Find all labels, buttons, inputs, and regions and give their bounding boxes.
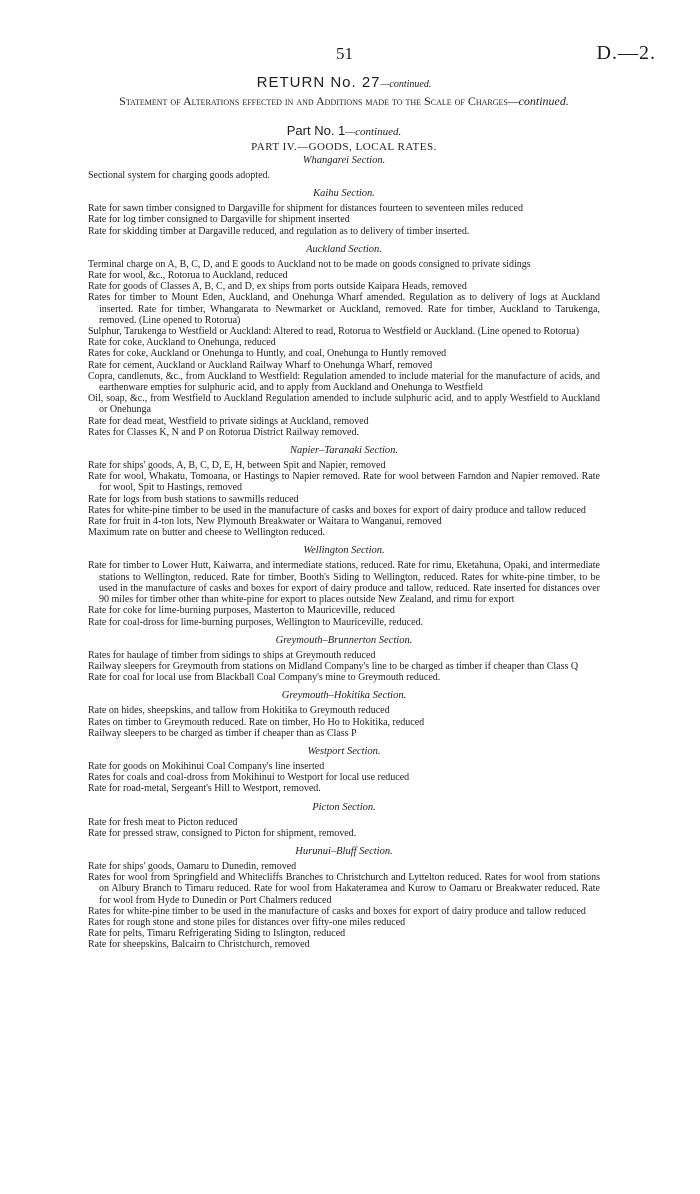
section — [88, 690, 600, 739]
section — [88, 188, 600, 237]
section — [88, 545, 600, 627]
section-title: Greymouth–Brunnerton Section. — [275, 634, 413, 646]
entry: Rate for coal-dross for lime-burning purposes, Wellington to Mauriceville, reduced. — [88, 616, 424, 628]
sections-container — [88, 155, 600, 951]
entry: Rate for wool, &c., Rotorua to Auckland, reduced — [88, 270, 288, 282]
entry: Rate for sheepskins, Balcairn to Christchurch, removed — [88, 939, 310, 951]
entry: Rates for wool from Springfield and Whitecliffs Branches to Christchurch and Lyttelton reduced. Rates for wool from stations on Albury Branch to Timaru reduced. Rate for wool from Hakateramea and Kurow to Oamaru or Breakwater reduced. Rate for wool from Hyde to Dunedin or Port Chalmers reduced — [88, 872, 600, 906]
statement-continued: —continued. — [507, 94, 569, 108]
section — [88, 445, 600, 538]
entry: Rate for pressed straw, consigned to Picton for shipment, removed. — [88, 827, 357, 839]
section — [88, 802, 600, 839]
entry: Rate for road-metal, Sergeant's Hill to Westport, removed. — [88, 783, 321, 795]
entry: Rate on hides, sheepskins, and tallow from Hokitika to Greymouth reduced — [88, 705, 390, 717]
entry: Rate for coal for local use from Blackball Coal Company's mine to Greymouth reduced. — [88, 672, 441, 684]
return-continued: —continued. — [380, 79, 432, 90]
entry: Railway sleepers to be charged as timber if cheaper than as Class P — [88, 727, 357, 739]
part-subtitle: PART IV.—GOODS, LOCAL RATES. — [251, 141, 437, 153]
entry: Rate for pelts, Timaru Refrigerating Siding to Islington, reduced — [88, 928, 346, 940]
entry: Rates for coke, Auckland or Onehunga to Huntly, and coal, Onehunga to Huntly removed — [88, 348, 447, 360]
entry: Rate for logs from bush stations to sawmills reduced — [88, 493, 299, 505]
section — [88, 635, 600, 684]
section — [88, 846, 600, 951]
section-title: Napier–Taranaki Section. — [289, 445, 399, 457]
part-title — [88, 123, 600, 138]
section — [88, 244, 600, 438]
entry: Rate for sawn timber consigned to Dargaville for shipment for distances fourteen to seventeen miles reduced — [88, 203, 523, 215]
section-title: Westport Section. — [307, 745, 381, 757]
entry: Rates for rough stone and stone piles for distances over fifty-one miles reduced — [88, 916, 406, 928]
statement-text: Statement of Alterations effected in and Additions made to the Scale of Charges — [119, 94, 508, 108]
part-continued: —continued. — [345, 126, 402, 138]
doc-ref-text: D.—2. — [596, 42, 656, 64]
section-title: Kaihu Section. — [313, 188, 375, 200]
entry: Rate for ships' goods, Oamaru to Dunedin, removed — [88, 860, 297, 872]
entry: Rates for white-pine timber to be used in the manufacture of casks and boxes for export of dairy produce and tallow reduced — [88, 504, 586, 516]
entry: Sulphur, Tarukenga to Westfield or Auckland: Altered to read, Rotorua to Westfield or Auckland. (Line opened to Rotorua) — [88, 326, 580, 338]
entry: Sectional system for charging goods adopted. — [88, 170, 271, 181]
entry: Rate for log timber consigned to Dargaville for shipment inserted — [88, 214, 350, 226]
entry: Maximum rate on butter and cheese to Wellington reduced. — [88, 527, 325, 539]
statement-title — [36, 94, 652, 109]
section-title: Auckland Section. — [306, 243, 382, 255]
section-title: Wellington Section. — [303, 545, 385, 557]
entry: Rate for ships' goods, A, B, C, D, E, H, between Spit and Napier, removed — [88, 460, 386, 472]
entry: Terminal charge on A, B, C, D, and E goods to Auckland not to be made on goods consigned to private sidings — [88, 258, 531, 270]
entry: Rate for dead meat, Westfield to private sidings at Auckland, removed — [88, 415, 369, 427]
entry: Rates for haulage of timber from sidings to ships at Greymouth reduced — [88, 649, 376, 661]
section — [88, 746, 600, 795]
entry: Rate for goods of Classes A, B, C, and D, ex ships from ports outside Kaipara Heads, removed — [88, 281, 467, 293]
entry: Railway sleepers for Greymouth from stations on Midland Company's line to be charged as timber if cheaper than Class Q — [88, 660, 579, 672]
entry: Rates on timber to Greymouth reduced. Rate on timber, Ho Ho to Hokitika, reduced — [88, 716, 425, 728]
page-content — [88, 74, 600, 951]
page-number: 51 — [336, 44, 353, 63]
entry: Rates for timber to Mount Eden, Auckland, and Onehunga Wharf amended. Regulation as to delivery of logs at Auckland inserted. Rate for timber, Whangarata to Newmarket or Auckland, removed. Rate for timber, Auckland to Tarukenga, removed. (Line opened to Rotorua) — [88, 292, 600, 326]
entry: Rates for white-pine timber to be used in the manufacture of casks and boxes for export of dairy produce and tallow reduced — [88, 905, 586, 917]
section-title: Greymouth–Hokitika Section. — [281, 690, 407, 702]
entry: Rate for fruit in 4-ton lots, New Plymouth Breakwater or Waitara to Wanganui, removed — [88, 516, 442, 528]
document-reference — [597, 42, 656, 65]
entry: Rates for Classes K, N and P on Rotorua District Railway removed. — [88, 426, 359, 438]
part-label: Part No. 1 — [286, 123, 346, 138]
entry: Oil, soap, &c., from Westfield to Auckland Regulation amended to include sulphuric acid, and to apply Westfield to Auckland or Onehunga — [88, 393, 600, 416]
section — [88, 155, 600, 181]
entry: Rate for coke for lime-burning purposes, Masterton to Mauriceville, reduced — [88, 605, 395, 617]
entry: Rate for cement, Auckland or Auckland Railway Wharf to Onehunga Wharf, removed — [88, 359, 433, 371]
entry: Rate for goods on Mokihinui Coal Company's line inserted — [88, 760, 325, 772]
section-title: Hurunui–Bluff Section. — [295, 845, 393, 857]
entry: Copra, candlenuts, &c., from Auckland to Westfield: Regulation amended to include material for the manufacture of acids, and earthenware empties for sulphuric acid, and to apply from Auckland and Onehunga to Westfield — [88, 370, 600, 394]
entry: Rate for fresh meat to Picton reduced — [88, 816, 238, 828]
section-title: Picton Section. — [312, 801, 376, 813]
entry: Rate for skidding timber at Dargaville reduced, and regulation as to delivery of timber inserted. — [88, 225, 470, 237]
entry: Rate for timber to Lower Hutt, Kaiwarra, and intermediate stations, reduced. Rate for rimu, Eketahuna, Opaki, and intermediate stations to Wellington, reduced. Rate for timber, Booth's Siding to Wellington, reduced. Rates for white-pine timber, to be used in the manufacture of casks and boxes for export of dairy produce and tallow, reduced. Rate inserted for distances over 90 miles for timber other than white-pine for export to places outside New Zealand, and rimu for export — [88, 560, 600, 606]
return-label: RETURN No. 27 — [256, 74, 381, 91]
entry: Rate for coke, Auckland to Onehunga, reduced — [88, 337, 276, 349]
entry: Rate for wool, Whakatu, Tomoana, or Hastings to Napier removed. Rate for wool between Farndon and Napier removed. Rate for wool, Spit to Hastings, removed — [88, 471, 600, 494]
section-title: Whangarei Section. — [302, 155, 386, 166]
return-title — [88, 74, 600, 91]
entry: Rates for coals and coal-dross from Mokihinui to Westport for local use reduced — [88, 772, 410, 784]
